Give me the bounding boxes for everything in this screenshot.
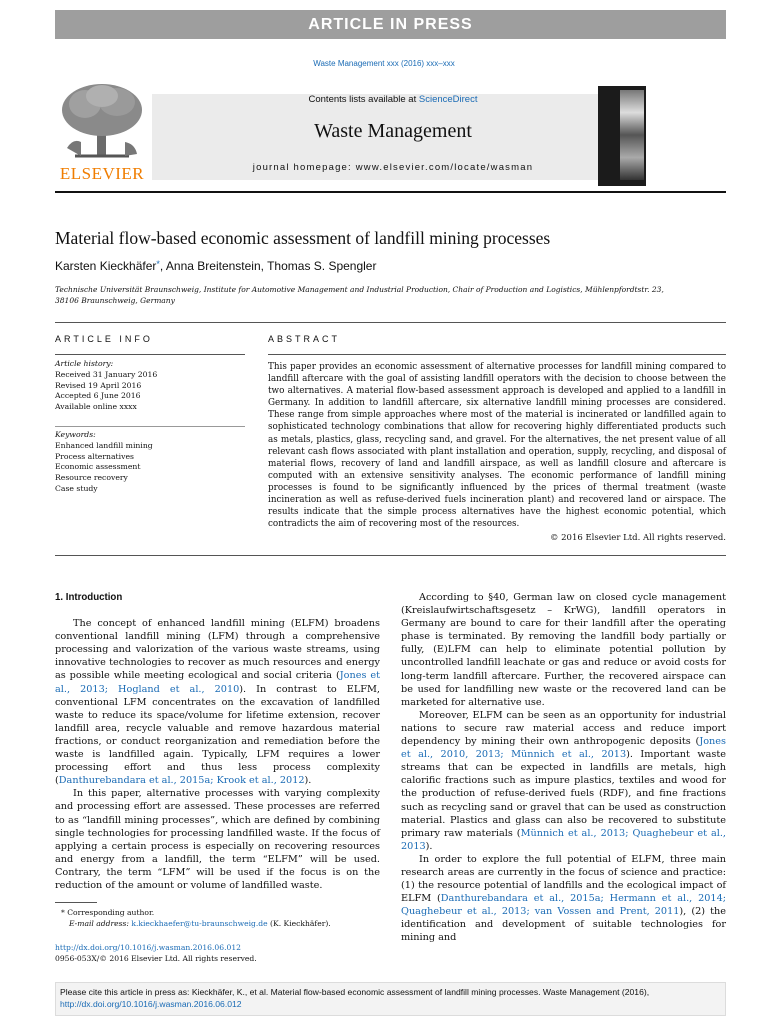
section-heading-introduction: 1. Introduction (55, 592, 123, 603)
elsevier-wordmark: ELSEVIER (59, 164, 145, 183)
paragraph (401, 853, 726, 945)
contents-prefix: Contents lists available at (308, 94, 419, 105)
paragraph-text: Moreover, ELFM can be seen as an opportunity for industrial nations to secure raw material access and reduce import dependency by mining their own anthropogenic deposits ( (401, 709, 726, 748)
cite-this-article-box (55, 982, 726, 1016)
contents-lists-line (152, 94, 634, 105)
doi-block (55, 942, 380, 964)
cite-doi-link[interactable]: http://dx.doi.org/10.1016/j.wasman.2016.06.012 (60, 998, 242, 1009)
email-link[interactable]: k.kieckhaefer@tu-braunschweig.de (131, 919, 268, 928)
issn-line: 0956-053X/© 2016 Elsevier Ltd. All rights reserved. (55, 954, 257, 963)
keyword-item: Enhanced landfill mining (55, 440, 153, 450)
corresponding-author-mark[interactable]: * (156, 259, 160, 269)
paragraph (401, 709, 726, 853)
citation-link[interactable]: Danthurebandara et al., 2015a; Krook et al., 2012 (58, 775, 305, 787)
journal-masthead (55, 82, 680, 186)
footnote (55, 907, 380, 929)
email-label: E-mail address: (69, 919, 132, 928)
paragraph-text: ). (425, 840, 433, 852)
article-history (55, 359, 245, 413)
abstract-copyright: © 2016 Elsevier Ltd. All rights reserved. (549, 533, 726, 543)
article-title: Material flow-based economic assessment of landfill mining processes (55, 228, 551, 248)
journal-homepage[interactable]: journal homepage: www.elsevier.com/locate/wasman (252, 162, 534, 173)
paragraph-text: In order to explore the full potential of ELFM, three main research areas are currently in the focus of science and practice: (1) the resource potential of landfills and the ecological impact of ELFM ( (401, 853, 726, 905)
keyword-item: Case study (55, 483, 98, 493)
author-list (55, 259, 376, 273)
keyword-item: Economic assessment (55, 462, 141, 472)
abstract-rule (268, 354, 726, 355)
author-first: Karsten Kieckhäfer (55, 259, 157, 273)
footnote-rule (55, 902, 97, 903)
paragraph (55, 617, 380, 787)
abstract-end-rule (55, 555, 726, 556)
abstract-heading: ABSTRACT (268, 334, 341, 344)
elsevier-logo (55, 82, 149, 186)
paragraph: In this paper, alternative processes with varying complexity and processing effort are assessed. These processes are referred to as “landfill mining processes”, which are defined by combining single technologies for processing landfilled waste. If the focus of applying a certain process is especially on recovering resources and energy from a landfill, the term “ELFM” will be used. Contrary, the term “LFM” will be used if the focus is on the reduction of the amount or volume of landfilled waste. (55, 788, 380, 891)
title-rule (55, 322, 726, 323)
history-label: Article history: (55, 359, 114, 368)
article-info-rule (55, 354, 245, 355)
paragraph-text: ). In contrast to ELFM, conventional LFM concentrates on the excavation of landfilled waste to reduce its space/volume for lifetime extension, recover landfill area, recycle valuable and remove hazardous material fractions, or conduct reorganization and remediation before the waste is landfilled again. Typically, LFM requires a lower processing effort and thus less process complexity ( (55, 683, 380, 787)
journal-reference-link[interactable]: Waste Management xxx (2016) xxx–xxx (313, 59, 455, 68)
author-rest: , Anna Breitenstein, Thomas S. Spengler (159, 259, 377, 273)
paragraph-text: The concept of enhanced landfill mining (ELFM) broadens conventional landfill mining (LFM) through a comprehensive processing and valorization of the various waste streams, using innovative technologies to recover as much resources and energy as possible while meeting ecological and social criteria ( (55, 618, 380, 682)
journal-title: Waste Management (314, 120, 472, 142)
author-affiliation: Technische Universität Braunschweig, Institute for Automotive Management and Industrial Production, Chair of Production and Logistics, Mühlenpfordtstr. 23, 38106 Braunschweig, Germany (55, 285, 664, 305)
history-item: Accepted 6 June 2016 (55, 391, 141, 401)
email-line (55, 918, 380, 929)
paragraph: According to §40, German law on closed cycle management (Kreislaufwirtschaftsgesetz – KrWG), landfill operators in Germany are bound to care for their landfill after the operating phase is terminated. By removing the landfill body partially or fully, (E)LFM can help to eliminate potential pollution by uncontrolled landfill leachate or gas and reduce or avoid costs for long-term landfill aftercare. Further, the recovered airspace can be used for landfilling new waste or the recovered land can be marketed for alternative use. (401, 592, 726, 708)
sciencedirect-link[interactable]: ScienceDirect (418, 94, 478, 105)
keywords-block (55, 430, 245, 495)
citation-link[interactable]: Danthurebandara et al., 2015a; Hermann et al., 2014; Quaghebeur et al., 2013; van Vossen and Prent, 2011 (401, 893, 726, 918)
citation-link[interactable]: Jones et al., 2013; Hogland et al., 2010 (55, 670, 380, 695)
email-suffix: (K. Kieckhäfer). (267, 919, 331, 928)
abstract-text: This paper provides an economic assessment of alternative processes for landfill mining compared to landfill aftercare with the goal of assisting landfill operators with the decision to choose between the two alternatives. A material flow-based assessment approach is developed and applied to a landfill in Germany. In addition to landfill aftercare, six alternative landfill mining processes are considered. These range from simple approaches where most of the material is incinerated or landfilled again to sophisticated technology combinations that allow for recovering highly differentiated products such as metals, plastics, glass, recycling sand, and gravel. For the alternatives, the net present value of all relevant cash flows associated with plant installation and operation, supply, recycling, and disposal of material flows, recovery of land and landfill airspace, as well as landfill closure and aftercare is computed with an extensive sensitivity analyses. The economic performance of landfill mining processes is found to be significantly influenced by the prices of thermal treatment (waste incineration as well as refuse-derived fuels incineration plant) and recovered land or airspace. The results indicate that the simple process alternatives have the highest economic potential, which contradicts the aim of recovering most of the resources. (268, 362, 726, 530)
paragraph-text: ). (304, 775, 312, 787)
history-item: Available online xxxx (55, 402, 137, 412)
keywords-label: Keywords: (55, 430, 96, 439)
keywords-rule (55, 426, 245, 427)
cite-text: Please cite this article in press as: Kieckhäfer, K., et al. Material flow-based economic assessment of landfill mining processes. Waste Management (2016), (60, 987, 650, 997)
citation-link[interactable]: Münnich et al., 2013; Quaghebeur et al., 2013 (401, 827, 727, 852)
journal-cover-thumbnail (598, 86, 646, 186)
paragraph-text: ). Important waste streams that can be expected in landfills are metals, high calorific fractions such as impure plastics, textiles and wood for the production of refuse-derived fuels (RDF), and fine fractions such as recycling sand or gravel that can be used as construction material. Plastics and glass can also be recovered to substitute primary raw materials ( (401, 749, 726, 839)
history-item: Received 31 January 2016 (55, 369, 158, 379)
masthead-rule (55, 191, 726, 193)
history-item: Revised 19 April 2016 (55, 380, 142, 390)
article-info-heading: ARTICLE INFO (55, 334, 153, 344)
corresponding-author-note: * Corresponding author. (61, 908, 155, 917)
citation-link[interactable]: Jones et al., 2010, 2013; Münnich et al., 2013 (401, 736, 726, 761)
body-column-left (55, 591, 380, 892)
body-column-right (401, 591, 726, 945)
keyword-item: Process alternatives (55, 451, 134, 461)
article-in-press-banner: ARTICLE IN PRESS (55, 10, 726, 39)
doi-link[interactable]: http://dx.doi.org/10.1016/j.wasman.2016.06.012 (55, 943, 241, 952)
keyword-item: Resource recovery (55, 473, 128, 483)
cover-artwork (620, 90, 644, 180)
paragraph-text: ), (2) the identification and development of suitable technologies for mining and (401, 906, 726, 944)
elsevier-tree-icon (55, 82, 149, 164)
